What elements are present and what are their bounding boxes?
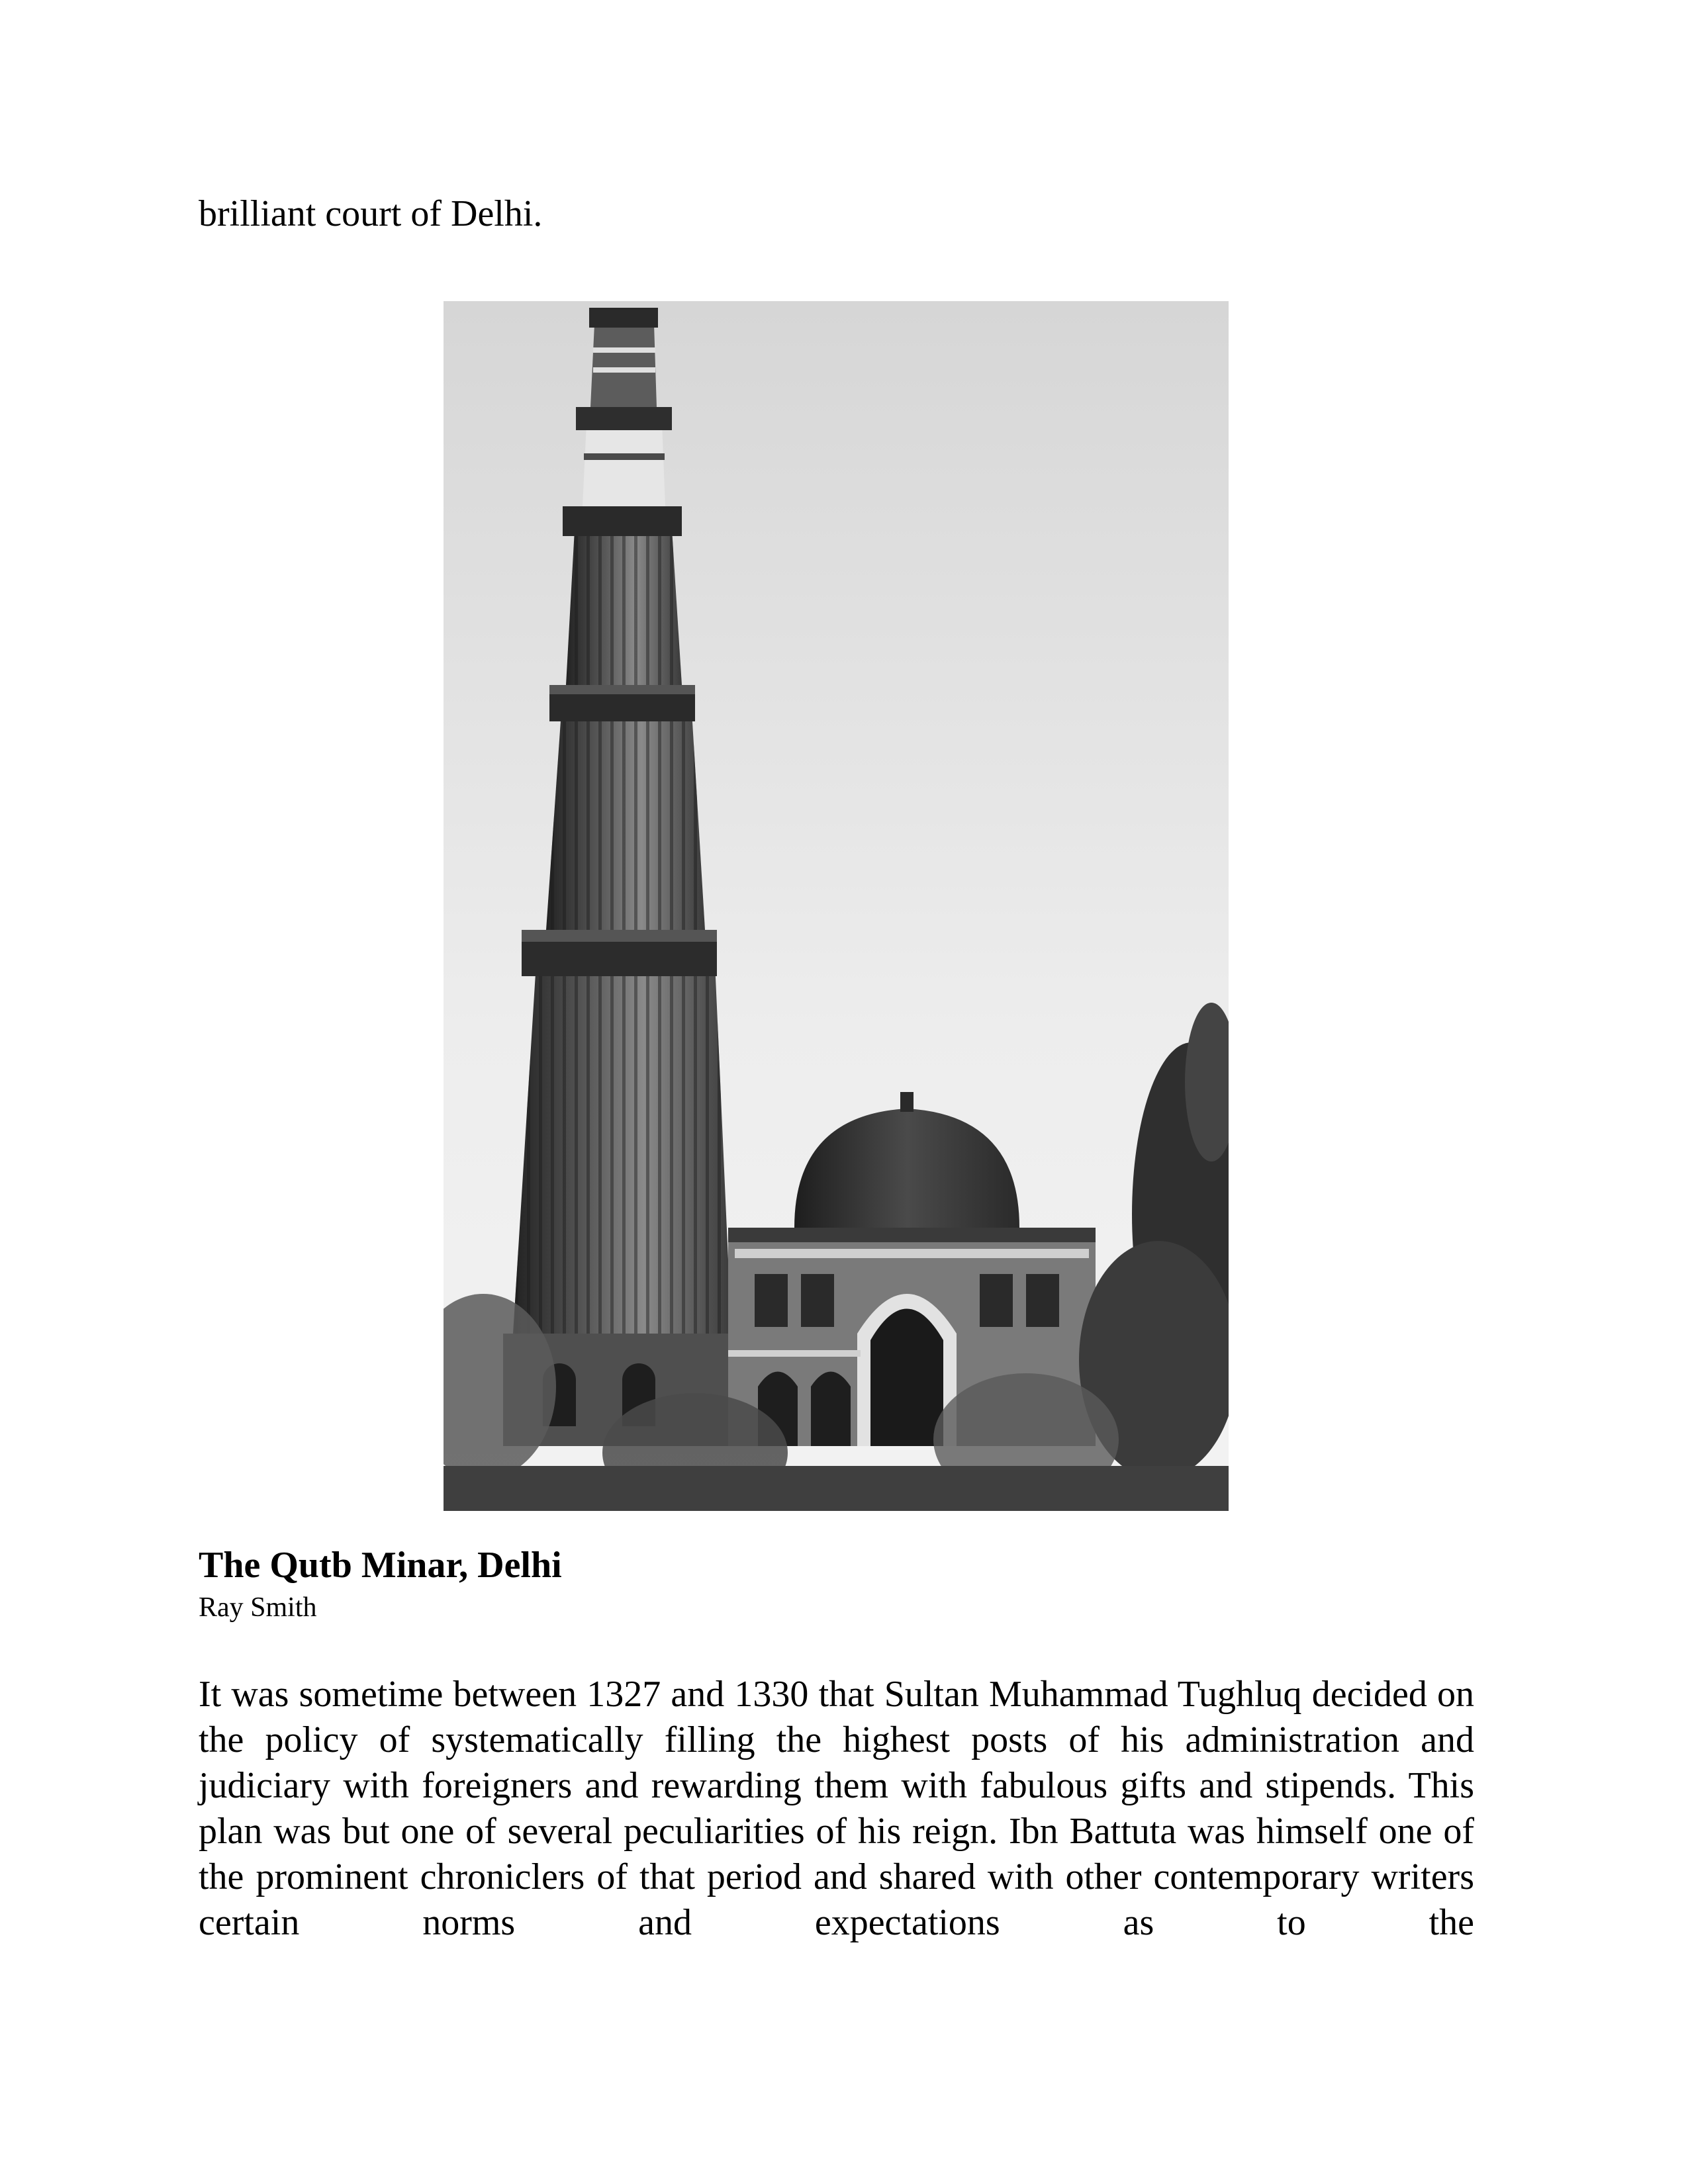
continued-paragraph-line: brilliant court of Delhi. xyxy=(199,193,543,234)
body-paragraph: It was sometime between 1327 and 1330 that Sultan Muhammad Tughluq decided on the policy of systematically filling the highest posts of his administration and judiciary with foreigners and rewarding them with fabulous gifts and stipends. This plan was but one of several peculiarities of his reign. Ibn Battuta was himself one of the prominent chroniclers of that period and shared with other contemporary writers certain norms and expectations as to the xyxy=(199,1674,1474,1943)
qutb-minar-photograph xyxy=(444,301,1229,1511)
figure-caption-title: The Qutb Minar, Delhi xyxy=(199,1545,562,1586)
photograph-illustration xyxy=(444,301,1229,1511)
figure-photo-credit: Ray Smith xyxy=(199,1592,317,1623)
